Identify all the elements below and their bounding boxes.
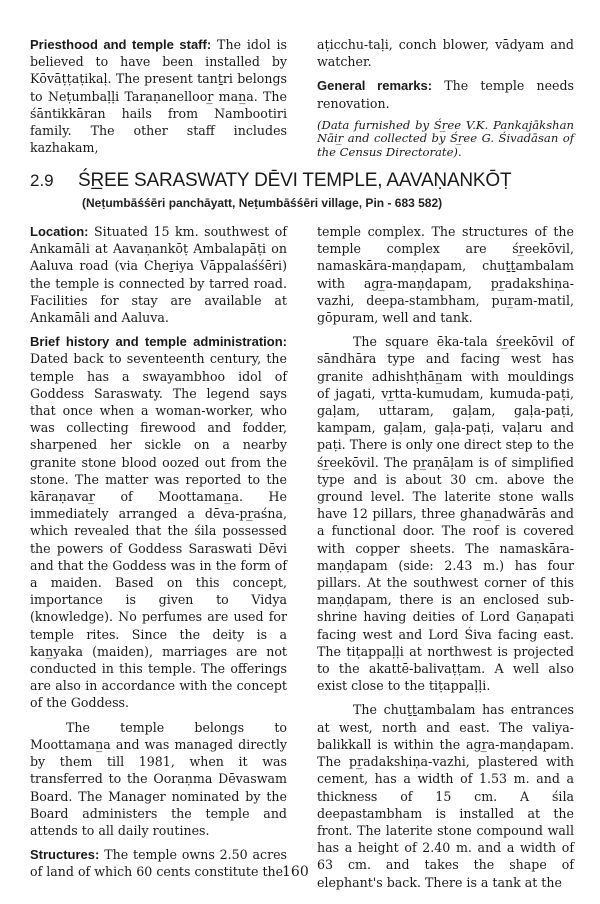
- section-number: 2.9: [30, 171, 54, 190]
- main-left-column: [30, 223, 287, 888]
- history-paragraph: [30, 333, 287, 711]
- data-credit-note: (Data furnished by Śr̲ee V.K. Pankajākshan Nāir̲ and collected by Śr̲ee G. Śivadāsan of the Census Directorate).: [317, 117, 574, 159]
- top-right-column: [317, 36, 574, 166]
- section-subtitle: (Neṭumbāśśēri panchāyatt, Neṭumbāśśēri village, Pin - 683 582): [82, 196, 443, 210]
- location-text: Situated 15 km. southwest of Ankamāli at Aavaṇankōṭ Ambalapāṭi on Aaluva road (via Cheṟiya Vāppalaśśēri) the temple is connected by tarred road. Facilities for stay are available at Ankamāli and Aaluva.: [30, 224, 287, 326]
- section-heading: [30, 170, 575, 210]
- structures-paragraph: [30, 846, 287, 880]
- management-paragraph: The temple belongs to Moottaman̲a and was managed directly by them till 1981, when it was transferred to the Ooraṇma Dēvaswam Board. The Manager nominated by the Board administers the temple and attends to all daily routines.: [30, 719, 287, 838]
- priesthood-paragraph: [30, 36, 287, 156]
- priesthood-text: The idol is believed to have been installed by Kōvāṭṭaṭikaḷ. The present tanṯri belongs to Neṭumbaḷḷi Taraṇanelloor̲ man̲a. The śāntikkāran hails from Nambootiri family. The other staff includes kazhakam,: [30, 37, 287, 156]
- main-right-column: [317, 223, 574, 898]
- top-left-column: [30, 36, 287, 163]
- structures-text: The temple owns 2.50 acres of land of which 60 cents constitute the: [30, 847, 287, 880]
- structures-label: Structures:: [30, 847, 100, 863]
- complex-paragraph: temple complex. The structures of the temple complex are śr̲eekōvil, namaskāra-maṇḍapam, chuṯṯambalam with agr̲a-maṇḍapam, pr̲adakshiṇa-vazhi, deepa-stambham, pur̲am-matil, gōpuram, well and tank.: [317, 224, 574, 326]
- chuttambalam-paragraph: The chuṯṯambalam has entrances at west, north and east. The valiya-balikkall is within the agr̲a-maṇḍapam. The pr̲adakshiṇa-vazhi, plastered with cement, has a width of 1.53 m. and a thickness of 15 cm. A śila deepastambham is installed at the front. The laterite stone compound wall has a height of 2.40 m. and a width of 63 cm. and takes the shape of elephant's back. There is a tank at the: [317, 702, 574, 890]
- general-remarks-paragraph: [317, 77, 574, 111]
- location-label: Location:: [30, 224, 89, 239]
- location-paragraph: [30, 223, 287, 326]
- staff-continued-paragraph: aṭicchu-taḷi, conch blower, vādyam and watcher.: [317, 37, 574, 70]
- priesthood-label: Priesthood and temple staff:: [30, 37, 212, 52]
- page-number: 160: [282, 864, 309, 880]
- general-remarks-label: General remarks:: [317, 78, 433, 94]
- history-label: Brief history and temple administration:: [30, 334, 287, 350]
- history-text: Dated back to seventeenth century, the temple has a swayambhoo idol of Goddess Saraswaty. The legend says that once when a woman-worker, who was collecting firewood and fodder, sharpened her sickle on a nearby granite stone blood oozed out from the stone. The matter was reported to the kāraṇavar̲ of Moottaman̲a. He immediately arranged a dēva-pr̲aśna, which revealed that the śila possessed the powers of Goddess Saraswati Dēvi and that the Goddess was in the form of a maiden. Based on this concept, importance is given to Vidya (knowledge). No perfumes are used for temple rites. Since the deity is a kan̲yaka (maiden), marriages are not conducted in this temple. The offerings are also in accordance with the concept of the Goddess.: [30, 351, 287, 711]
- general-remarks-text: The temple needs renovation.: [317, 78, 575, 111]
- sreekovil-paragraph: The square ēka-tala śr̲eekōvil of sāndhāra type and facing west has granite adhishṭhān̲am with mouldings of jagati, vr̲tta-kumudam, kumuda-paṭi, gaḷam, uttaram, gaḷam, gaḷa-paṭi, kampam, gaḷam, gaḷa-paṭi, vaḷaru and paṭi. There is only one direct step to the śr̲eekōvil. The pr̲aṇāḷam is of simplified type and is about 30 cm. above the ground level. The laterite stone walls have 12 pillars, three ghan̲adwārās and a functional door. The roof is covered with copper sheets. The namaskāra-maṇḍapam (side: 2.43 m.) has four pillars. At the southwest corner of this maṇḍapam, there is an enclosed sub-shrine having deities of Lord Gaṇapati facing west and Lord Śiva facing east. The tiṭappaḷḷi at northwest is projected to the akattē-balivaṭṭam. A well also exist close to the tiṭappaḷḷi.: [317, 334, 574, 694]
- section-title: ŚR̲EE SARASWATY DĒVI TEMPLE, AAVAṆANKŌṬ: [78, 170, 512, 191]
